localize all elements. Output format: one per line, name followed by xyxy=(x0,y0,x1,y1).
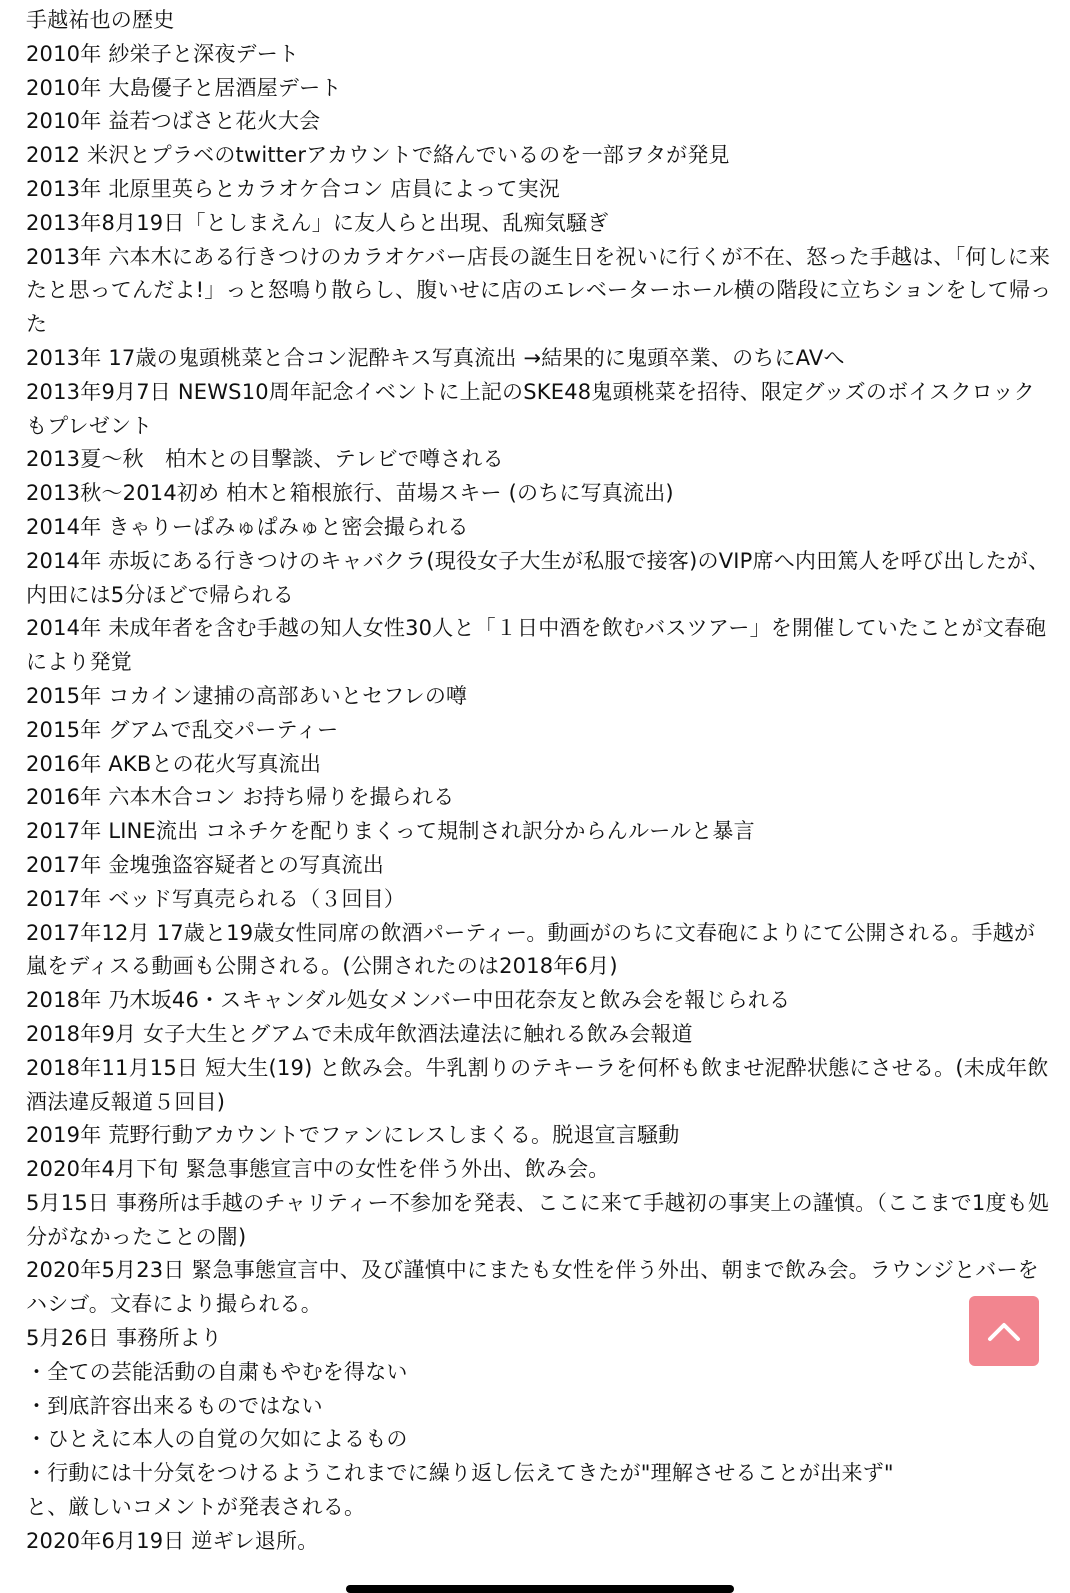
history-entry: 2015年 グアムで乱交パーティー xyxy=(26,717,339,742)
history-entry: 2018年9月 女子大生とグアムで未成年飲酒法違法に触れる飲み会報道 xyxy=(26,1021,693,1046)
history-entry: 2013夏〜秋 柏木との目撃談、テレビで噂される xyxy=(26,447,504,472)
history-entry: 2019年 荒野行動アカウントでファンにレスしまくる。脱退宣言騒動 xyxy=(26,1123,680,1148)
history-entry: 2018年11月15日 短大生(19) と飲み会。牛乳割りのテキーラを何杯も飲ませ泥酔状態にさせる。(未成年飲酒法違反報道５回目) xyxy=(26,1055,1049,1114)
history-entry: 2020年5月23日 緊急事態宣言中、及び謹慎中にまたも女性を伴う外出、朝まで飲み会。ラウンジとバーをハシゴ。文春により撮られる。 xyxy=(26,1258,1039,1317)
history-entry: 2012 米沢とプラベのtwitterアカウントで絡んでいるのを一部ヲタが発見 xyxy=(26,143,730,168)
history-entry: 2010年 益若つばさと花火大会 xyxy=(26,109,321,134)
history-entry: 2017年 金塊強盗容疑者との写真流出 xyxy=(26,852,384,877)
history-entry: 5月15日 事務所は手越のチャリティー不参加を発表、ここに来て手越初の事実上の謹慎。（ここまで1度も処分がなかったことの闇) xyxy=(26,1190,1050,1249)
history-entry: 2013年 北原里英らとカラオケ合コン 店員によって実況 xyxy=(26,176,560,201)
history-entry: と、厳しいコメントが発表される。 xyxy=(26,1495,366,1520)
history-entry: 2017年12月 17歳と19歳女性同席の飲酒パーティー。動画がのちに文春砲によりにて公開される。手越が嵐をディスる動画も公開される。(公開されたのは2018年6月) xyxy=(26,920,1036,979)
scroll-to-top-button[interactable] xyxy=(969,1296,1039,1366)
history-entry: 2017年 ベッド写真売られる（３回目） xyxy=(26,886,406,911)
history-entry: 2010年 大島優子と居酒屋デート xyxy=(26,75,342,100)
history-text-block xyxy=(26,4,1056,1559)
history-entry: 2018年 乃木坂46・スキャンダル処女メンバー中田花奈友と飲み会を報じられる xyxy=(26,988,791,1013)
history-entry: 2014年 きゃりーぱみゅぱみゅと密会撮られる xyxy=(26,514,469,539)
history-entry: 5月26日 事務所より xyxy=(26,1326,222,1351)
history-entry: 2020年4月下旬 緊急事態宣言中の女性を伴う外出、飲み会。 xyxy=(26,1157,610,1182)
history-entry: 2016年 六本木合コン お持ち帰りを撮られる xyxy=(26,785,455,810)
history-entry: 2013年 17歳の鬼頭桃菜と合コン泥酔キス写真流出 →結果的に鬼頭卒業、のちにAVへ xyxy=(26,345,845,370)
chevron-up-icon xyxy=(987,1320,1021,1342)
history-entry: 2013年9月7日 NEWS10周年記念イベントに上記のSKE48鬼頭桃菜を招待、限定グッズのボイスクロックもプレゼント xyxy=(26,379,1035,438)
statement-item: ・到底許容出来るものではない xyxy=(26,1393,323,1418)
history-entry: 2014年 未成年者を含む手越の知人女性30人と「１日中酒を飲むバスツアー」を開催していたことが文春砲により発覚 xyxy=(26,616,1047,675)
home-indicator xyxy=(346,1585,734,1593)
history-entry: 2013秋〜2014初め 柏木と箱根旅行、苗場スキー (のちに写真流出) xyxy=(26,481,674,506)
history-entry: 2016年 AKBとの花火写真流出 xyxy=(26,751,322,776)
history-entry: 2017年 LINE流出 コネチケを配りまくって規制され訳分からんルールと暴言 xyxy=(26,819,755,844)
history-entry: 2014年 赤坂にある行きつけのキャバクラ(現役女子大生が私服で接客)のVIP席へ内田篤人を呼び出したが、内田には5分ほどで帰られる xyxy=(26,548,1050,607)
history-entry: 2010年 紗栄子と深夜デート xyxy=(26,41,300,66)
history-entry: 2020年6月19日 逆ギレ退所。 xyxy=(26,1528,319,1553)
history-entry: 2013年8月19日「としまえん」に友人らと出現、乱痴気騒ぎ xyxy=(26,210,609,235)
statement-item: ・全ての芸能活動の自粛もやむを得ない xyxy=(26,1359,408,1384)
history-title: 手越祐也の歴史 xyxy=(26,8,175,32)
history-entry: 2015年 コカイン逮捕の高部あいとセフレの噂 xyxy=(26,683,468,708)
history-entry: 2013年 六本木にある行きつけのカラオケバー店長の誕生日を祝いに行くが不在、怒った手越は、「何しに来たと思ってんだよ!」っと怒鳴り散らし、腹いせに店のエレベーターホール横の階段に立ちションをして帰った xyxy=(26,244,1052,337)
statement-item: ・行動には十分気をつけるようこれまでに繰り返し伝えてきたが"理解させることが出来ず" xyxy=(26,1461,894,1486)
statement-item: ・ひとえに本人の自覚の欠如によるもの xyxy=(26,1427,408,1452)
